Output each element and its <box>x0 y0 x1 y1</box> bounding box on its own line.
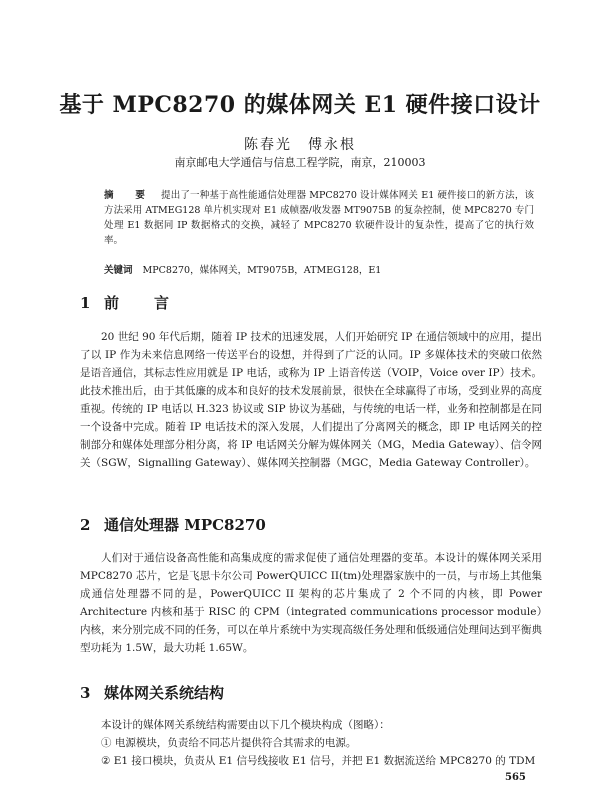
abstract-label: 摘 要 <box>104 190 152 201</box>
keywords <box>104 262 534 276</box>
paper-affiliation: 南京邮电大学通信与信息工程学院，南京，210003 <box>174 156 426 169</box>
paper-title: 基于 MPC8270 的媒体网关 E1 硬件接口设计 <box>59 92 541 118</box>
keywords-label: 关键词 <box>104 265 133 276</box>
paper-authors: 陈春光 傅永根 <box>244 137 356 153</box>
section-1-paragraph: 20 世纪 90 年代后期，随着 IP 技术的迅速发展，人们开始研究 IP 在通信领域中的应用，提出了以 IP 作为未来信息网络一传送平台的设想，并得到了广泛的认同。IP 多媒体技术的突破口依然是语音通信，其标志性应用就是 IP 电话，或称为 IP 上语音传送（VOIP，Voice over IP）技术。此技术推出后，由于其低廉的成本和良好的技术发展前景，很快在全球赢得了市场，受到业界的高度重视。传统的 IP 电话以 H.323 协议或 SIP 协议为基础，与传统的电话一样，业务和控制都是在同一个设备中完成。随着 IP 电话技术的深入发展，人们提出了分离网关的概念，即 IP 电话网关的控制部分和媒体处理部分相分离，将 IP 电话网关分解为媒体网关（MG，Media Gateway）、信令网关（SGW，Signalling Gateway）、媒体网关控制器（MGC，Media Gateway Controller）。 <box>80 331 542 469</box>
section-heading-1 <box>80 292 179 313</box>
section-number: 3 <box>80 684 91 702</box>
section-title: 媒体网关系统结构 <box>104 684 225 702</box>
abstract-text: 提出了一种基于高性能通信处理器 MPC8270 设计媒体网关 E1 硬件接口的新方法，该方法采用 ATMEG128 单片机实现对 E1 成帧器/收发器 MT9075B 的复杂控制，使 MPC8270 专门处理 E1 数据同 IP 数据格式的交换，减轻了 MPC8270 软硬件设计的复杂性，提高了它的执行效率。 <box>104 190 534 246</box>
section-number: 2 <box>80 516 91 534</box>
list-item: ① 电源模块，负责给不同芯片提供符合其需求的电源。 <box>101 737 357 749</box>
section-number: 1 <box>80 294 91 312</box>
section-heading-2 <box>80 514 266 535</box>
section-title: 前 言 <box>104 294 180 312</box>
section-title: 通信处理器 MPC8270 <box>104 516 266 534</box>
keywords-text: MPC8270，媒体网关，MT9075B，ATMEG128，E1 <box>142 265 382 276</box>
list-item: ② E1 接口模块，负责从 E1 信号线接收 E1 信号，并把 E1 数据流送给 MPC8270 的 TDM <box>101 755 536 767</box>
abstract <box>104 188 534 248</box>
section-3-paragraph: 本设计的媒体网关系统结构需要由以下几个模块构成（图略）： <box>101 719 390 731</box>
page-number: 565 <box>505 772 526 783</box>
section-heading-3 <box>80 682 224 703</box>
section-2-paragraph: 人们对于通信设备高性能和高集成度的需求促使了通信处理器的变革。本设计的媒体网关采用 MPC8270 芯片，它是飞思卡尔公司 PowerQUICC II(tm)处理器家族中的一员，与市场上其他集成通信处理器不同的是，PowerQUICC II 架构的芯片集成了 2 个不同的内核，即 Power Architecture 内核和基于 RISC 的 CPM（integrated communications processor module）内核，来分别完成不同的任务，可以在单片系统中为实现高级任务处理和低级通信处理间达到平衡典型功耗为 1.5W，最大功耗 1.65W。 <box>80 552 542 654</box>
